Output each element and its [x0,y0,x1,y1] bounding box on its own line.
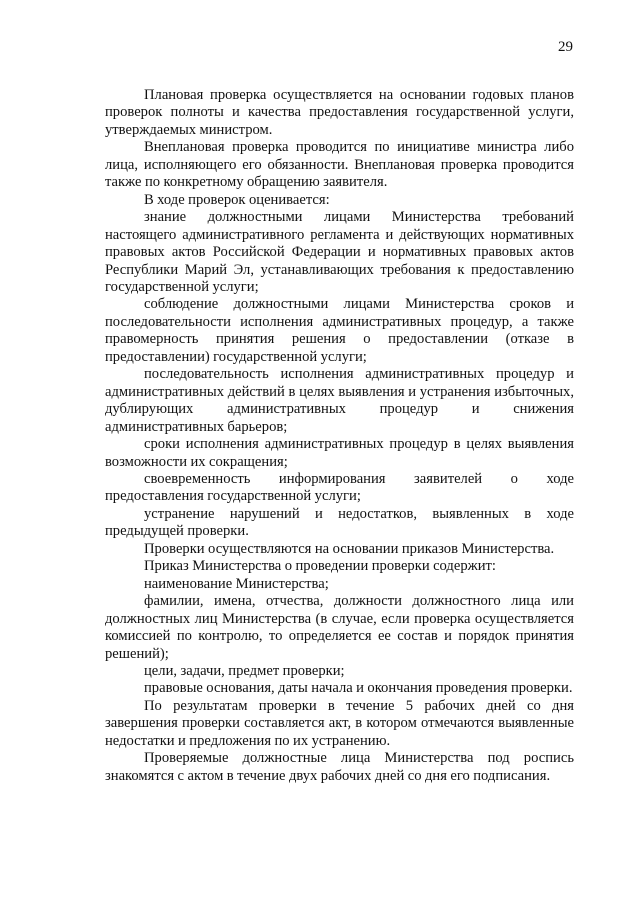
paragraph-elimination-violations: устранение нарушений и недостатков, выявленных в ходе предыдущей проверки. [105,505,574,540]
page-number: 29 [558,39,573,55]
paragraph-act-familiarization: Проверяемые должностные лица Министерства под роспись знакомятся с актом в течение двух рабочих дней со дня его подписания. [105,750,574,784]
paragraph-goals-tasks: цели, задачи, предмет проверки; [144,662,345,679]
paragraph-officials-names: фамилии, имена, отчества, должности должностного лица или должностных лиц Министерства (в случае, если проверка осуществляется комиссией по контролю, то определяется ее состав и порядок принятия решений); [105,593,574,662]
paragraph-procedure-sequence: последовательность исполнения административных процедур и административных действий в целях выявления и устранения избыточных, дублирующих административных процедур и снижения административных барьеров; [105,366,574,435]
paragraph-order-contents: Приказ Министерства о проведении проверки содержит: [144,558,496,575]
document-body [105,87,574,785]
paragraph-inspection-basis: Проверки осуществляются на основании приказов Министерства. [144,540,555,557]
paragraph-inspection-act: По результатам проверки в течение 5 рабочих дней со дня завершения проверки составляется акт, в котором отмечаются выявленные недостатки и предложения по их устранению. [105,697,574,749]
paragraph-unplanned-inspection: Внеплановая проверка проводится по инициативе министра либо лица, исполняющего его обязанности. Внеплановая проверка проводится также по конкретному обращению заявителя. [105,139,574,191]
paragraph-planned-inspection: Плановая проверка осуществляется на основании годовых планов проверок полноты и качества предоставления государственной услуги, утверждаемых министром. [105,87,574,138]
paragraph-ministry-name: наименование Министерства; [144,575,329,592]
paragraph-timely-informing: своевременность информирования заявителей о ходе предоставления государственной услуги; [105,470,574,505]
paragraph-knowledge-requirements: знание должностными лицами Министерства требований настоящего административного регламента и действующих нормативных правовых актов Российской Федерации и нормативных правовых актов Республики Марий Эл, устанавливающих требования к предоставлению государственной услуги; [105,209,574,295]
paragraph-compliance-deadlines: соблюдение должностными лицами Министерства сроков и последовательности исполнения административных процедур, а также правомерность принятия решения о предоставлении (отказе в предоставлении) государственной услуги; [105,296,574,365]
paragraph-legal-grounds: правовые основания, даты начала и окончания проведения проверки. [144,680,573,697]
paragraph-execution-terms: сроки исполнения административных процедур в целях выявления возможности их сокращения; [105,436,574,470]
paragraph-evaluation-intro: В ходе проверок оценивается: [144,191,330,208]
